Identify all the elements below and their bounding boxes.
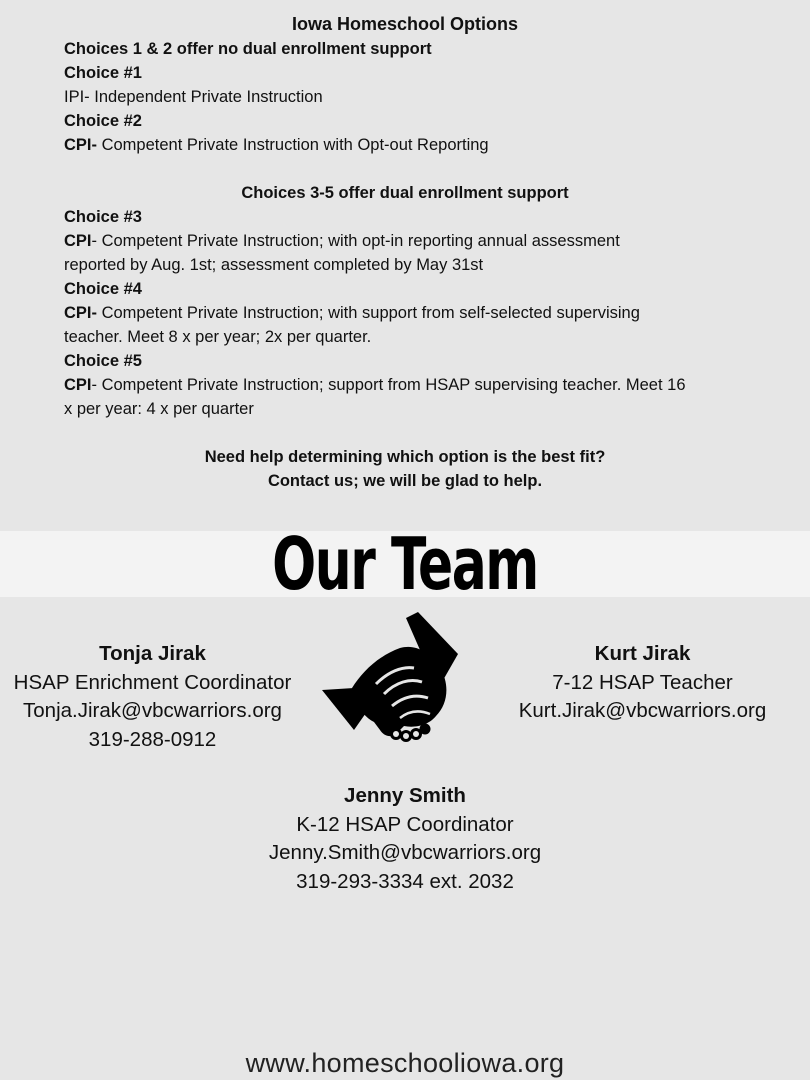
team-member-tonja bbox=[0, 640, 305, 754]
choice-4-description bbox=[64, 301, 764, 325]
choice-3-description bbox=[64, 229, 764, 253]
choice-2-text: Competent Private Instruction with Opt-out Reporting bbox=[97, 136, 489, 154]
choice-2-description bbox=[64, 133, 764, 157]
choice-2-abbr: CPI- bbox=[64, 136, 97, 154]
member-name: Tonja Jirak bbox=[99, 642, 206, 665]
choice-5-text-2: x per year: 4 x per quarter bbox=[64, 400, 254, 418]
member-name: Jenny Smith bbox=[344, 784, 466, 807]
choice-3-label: Choice #3 bbox=[64, 208, 142, 226]
member-role: HSAP Enrichment Coordinator bbox=[13, 670, 292, 694]
member-email[interactable]: Kurt.Jirak@vbcwarriors.org bbox=[518, 699, 767, 722]
team-member-kurt bbox=[500, 640, 785, 726]
choice-5-abbr: CPI bbox=[64, 376, 92, 394]
choice-1-text: IPI- Independent Private Instruction bbox=[64, 88, 323, 106]
help-line-1: Need help determining which option is the best fit? bbox=[204, 448, 606, 466]
choice-4-abbr: CPI- bbox=[64, 304, 97, 322]
member-name: Kurt Jirak bbox=[594, 642, 691, 665]
member-phone: 319-288-0912 bbox=[88, 727, 217, 751]
member-email[interactable]: Tonja.Jirak@vbcwarriors.org bbox=[23, 699, 282, 722]
choice-5-label: Choice #5 bbox=[64, 352, 142, 370]
choice-2-label: Choice #2 bbox=[64, 112, 142, 130]
choice-5-description bbox=[64, 373, 764, 397]
member-role: 7-12 HSAP Teacher bbox=[552, 670, 733, 694]
choice-4-text-2: teacher. Meet 8 x per year; 2x per quarter. bbox=[64, 328, 372, 346]
choice-5-text-1: - Competent Private Instruction; support from HSAP supervising teacher. Meet 16 bbox=[91, 376, 686, 394]
choice-3-text-1: - Competent Private Instruction; with opt-in reporting annual assessment bbox=[91, 232, 620, 250]
member-phone: 319-293-3334 ext. 2032 bbox=[296, 869, 514, 893]
handshake-icon bbox=[318, 610, 463, 750]
website-url[interactable]: www.homeschooliowa.org bbox=[245, 1048, 565, 1078]
help-line-2: Contact us; we will be glad to help. bbox=[267, 472, 543, 490]
team-member-jenny bbox=[205, 782, 605, 896]
choice-3-abbr: CPI bbox=[64, 232, 92, 250]
choice-1-label: Choice #1 bbox=[64, 64, 142, 82]
member-email[interactable]: Jenny.Smith@vbcwarriors.org bbox=[268, 841, 542, 864]
choice-4-label: Choice #4 bbox=[64, 280, 142, 298]
member-role: K-12 HSAP Coordinator bbox=[296, 812, 514, 836]
choice-4-text-1: Competent Private Instruction; with support from self-selected supervising bbox=[97, 304, 640, 322]
dual-enrollment-heading: Choices 3-5 offer dual enrollment support bbox=[241, 184, 569, 202]
no-dual-enrollment-heading: Choices 1 & 2 offer no dual enrollment support bbox=[64, 40, 432, 58]
team-heading: Our Team bbox=[272, 522, 538, 606]
choice-3-text-2: reported by Aug. 1st; assessment completed by May 31st bbox=[64, 256, 484, 274]
options-title: Iowa Homeschool Options bbox=[291, 14, 519, 34]
